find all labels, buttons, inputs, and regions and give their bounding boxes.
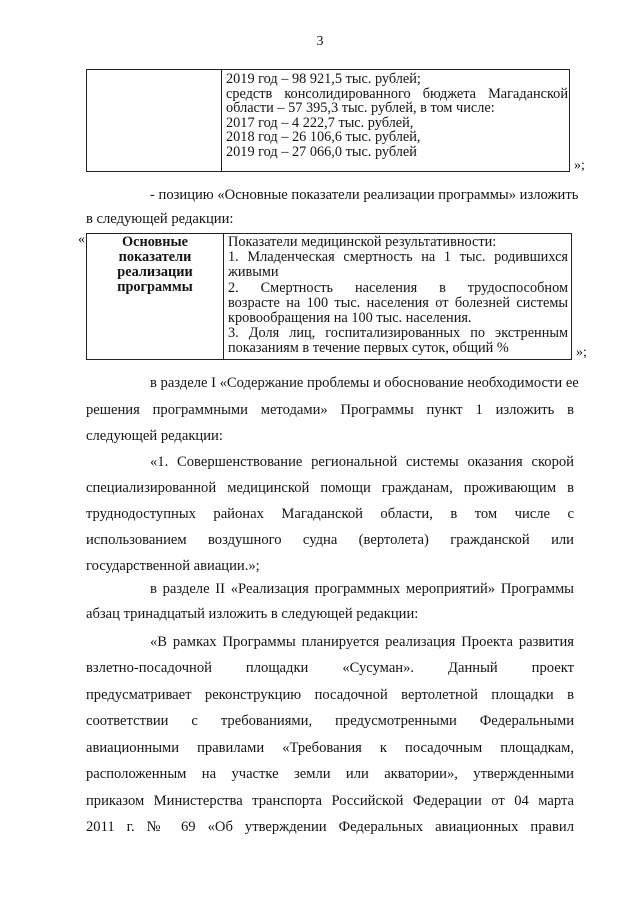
indicator-line: живыми — [228, 264, 279, 281]
paragraph-project-cont — [86, 655, 574, 841]
paragraph-section-1 — [150, 371, 579, 395]
text-line: приказом Министерства транспорта Российской Федерации от 04 марта — [86, 792, 574, 809]
paragraph-project — [150, 630, 574, 654]
text-line: «В рамках Программы планируется реализация Проекта развития — [150, 634, 574, 650]
funding-line: 2019 год – 27 066,0 тыс. рублей — [226, 143, 417, 160]
header-line: программы — [117, 279, 193, 295]
indicator-line: 3. Доля лиц, госпитализированных по экстренным — [228, 325, 568, 342]
funding-table-right-cell — [226, 72, 568, 160]
text-line: в следующей редакции: — [86, 211, 234, 227]
indicators-table — [86, 233, 572, 360]
funding-table-left-cell — [87, 70, 222, 171]
paragraph-section-1-cont — [86, 397, 574, 449]
text-line: соответствии с требованиями, предусмотренными Федеральными — [86, 713, 574, 729]
funding-line: 2018 год – 26 106,6 тыс. рублей, — [226, 129, 421, 146]
paragraph-position-change — [150, 183, 579, 207]
paragraph-section-2 — [150, 577, 574, 601]
indicator-line: 1. Младенческая смертность на 1 тыс. родившихся — [228, 249, 568, 266]
indicator-line: возрасте на 100 тыс. населения от болезней системы — [228, 294, 568, 311]
text-line: государственной авиации.»; — [86, 558, 260, 574]
funding-line: 2017 год – 4 222,7 тыс. рублей, — [226, 114, 414, 131]
closing-quote: »; — [574, 158, 585, 173]
text-line: взлетно-посадочной площадки «Сусуман». Данный проект — [86, 660, 574, 676]
text-line: труднодоступных районах Магаданской области, в том числе с — [86, 506, 574, 522]
funding-line: средств консолидированного бюджета Магаданской — [226, 85, 568, 102]
opening-quote: « — [78, 232, 85, 247]
paragraph-section-2-cont — [86, 602, 574, 626]
indicators-table-header-cell — [87, 234, 224, 360]
indicator-line: 2. Смертность населения в трудоспособном — [228, 279, 568, 296]
text-line: в разделе I «Содержание проблемы и обоснование необходимости ее — [150, 375, 579, 391]
paragraph-item-1-cont — [86, 475, 574, 579]
header-line: показатели — [118, 249, 192, 265]
text-line: 2011 г. № 69 «Об утверждении Федеральных авиационных правил — [86, 819, 574, 835]
text-line: абзац тринадцатый изложить в следующей редакции: — [86, 606, 419, 622]
funding-table — [86, 69, 570, 172]
header-line: реализации — [117, 264, 193, 280]
indicator-line: Показатели медицинской результативности: — [228, 234, 497, 250]
header-line: Основные — [122, 234, 188, 250]
text-line: - позицию «Основные показатели реализации программы» изложить — [150, 187, 579, 203]
funding-line: области – 57 395,3 тыс. рублей, в том числе: — [226, 100, 495, 117]
text-line: использованием воздушного судна (вертолета) гражданской или — [86, 532, 574, 548]
text-line: «1. Совершенствование региональной системы оказания скорой — [150, 454, 574, 470]
text-line: предусматривает реконструкцию посадочной вертолетной площадки в — [86, 686, 574, 703]
text-line: расположенным на участке земли или акватории», утвержденными — [86, 766, 574, 782]
indicators-table-content-cell — [228, 235, 568, 357]
page-number: 3 — [316, 34, 324, 49]
text-line: авиационными правилами «Требования к посадочным площадкам, — [86, 739, 574, 756]
indicator-line: кровообращения на 100 тыс. населения. — [228, 310, 472, 327]
closing-quote: »; — [576, 345, 587, 360]
text-line: в разделе II «Реализация программных мероприятий» Программы — [150, 581, 574, 597]
paragraph-position-change-cont — [86, 207, 574, 231]
text-line: решения программными методами» Программы пункт 1 изложить в — [86, 402, 574, 418]
text-line: следующей редакции: — [86, 428, 223, 444]
paragraph-item-1 — [150, 450, 574, 474]
indicator-line: показаниям в течение первых суток, общий % — [228, 340, 509, 357]
funding-line: 2019 год – 98 921,5 тыс. рублей; — [226, 71, 421, 87]
text-line: специализированной медицинской помощи гражданам, проживающим в — [86, 480, 574, 496]
